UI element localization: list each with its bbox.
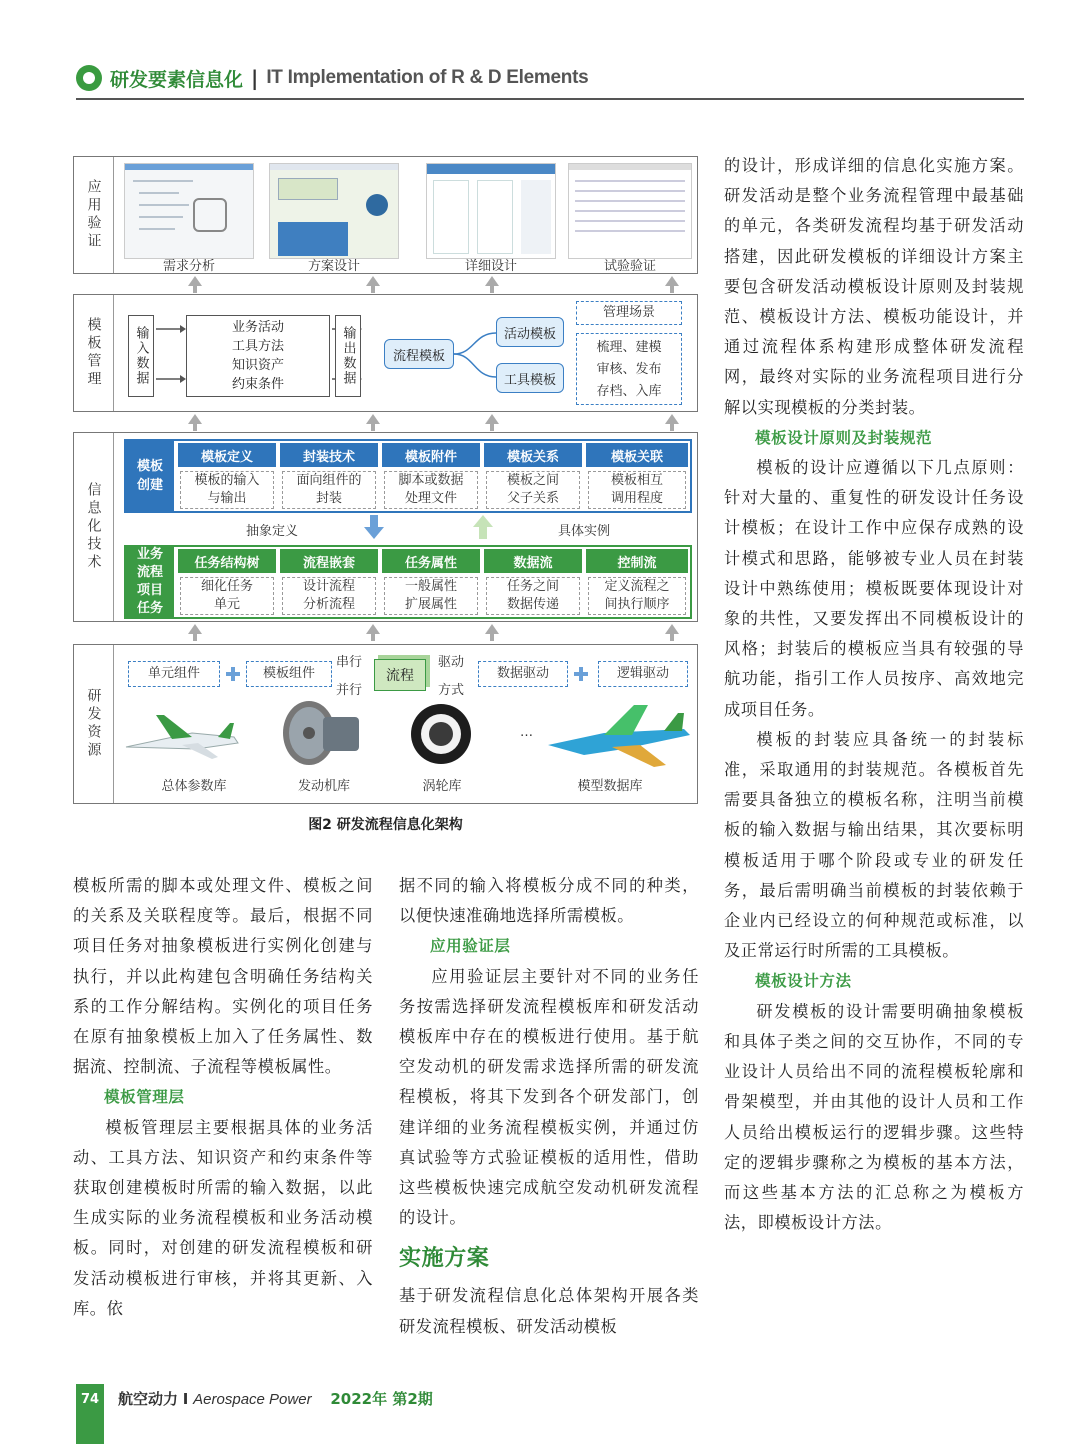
app-item-detail: 详细设计 <box>464 259 517 274</box>
screenshot-requirement <box>124 163 254 259</box>
cell-line: 细化任务 <box>200 579 253 594</box>
drive-label: 驱动 <box>438 655 465 670</box>
cell-line: 封装 <box>315 491 342 506</box>
create-head: 模板附件 <box>382 443 480 467</box>
ellipsis: … <box>520 725 533 740</box>
cell-line: 设计流程 <box>302 579 355 594</box>
screenshot-detail <box>426 163 556 259</box>
layer-label-template: 模板管理 <box>74 295 114 411</box>
plus-icon <box>574 667 588 681</box>
architecture-figure <box>73 156 698 804</box>
app-item-test: 试验验证 <box>603 259 656 274</box>
task-head: 数据流 <box>484 549 582 573</box>
paragraph: 据不同的输入将模板分成不同的种类，以便快速准确地选择所需模板。 <box>399 876 699 926</box>
text-column-3 <box>724 151 1024 1238</box>
aircraft-icon <box>122 703 242 763</box>
arrow-up-icon <box>188 624 202 634</box>
lib-overall: 总体参数库 <box>161 779 227 794</box>
cell-line: 模板的输入 <box>194 473 260 488</box>
task-cell <box>282 577 376 615</box>
page-footer <box>76 1384 676 1444</box>
paragraph: 模板管理层主要根据具体的业务活动、工具方法、知识资产和约束条件等获取创建模板时所需的输入数据，以此生成实际的业务流程模板和业务活动模板。同时，对创建的研发流程模板和研发活动模板进行审核，并将其更新、入库。依 <box>73 1117 373 1318</box>
tool-template-box: 工具模板 <box>496 363 564 393</box>
paragraph: 研发模板的设计需要明确抽象模板和具体子类之间的交互协作，不同的专业设计人员给出不同的流程模板轮廓和骨架模型，并由其他的设计人员和工作人员给出模板运行的逻辑步骤。这些特定的逻辑步骤称之为模板的基本方法，而这些基本方法的汇总称之为模板方法，即模板设计方法。 <box>724 1001 1024 1233</box>
lib-model: 模型数据库 <box>577 779 643 794</box>
paragraph: 模板所需的脚本或处理文件、模板之间的关系及关联程度等。最后，根据不同项目任务对抽象模板进行实例化创建与执行，并以此构建包含明确任务结构关系的工作分解结构。实例化的项目任务在原有抽象模板上加入了任务属性、数据流、控制流、子流程等模板属性。 <box>73 876 373 1077</box>
arrow-up-icon <box>188 276 202 286</box>
unit-component-box: 单元组件 <box>128 661 220 687</box>
footer-journal <box>118 1388 433 1409</box>
section-heading-implementation: 实施方案 <box>399 1246 490 1272</box>
layer-label-app: 应用验证 <box>74 157 114 273</box>
arrow-up-icon <box>485 414 499 424</box>
arrow-up-icon <box>665 414 679 424</box>
journal-name-cn: 航空动力 <box>118 1390 179 1408</box>
subheading-app-validation: 应用验证层 <box>430 937 511 956</box>
screenshot-scheme <box>269 163 399 259</box>
create-cell <box>588 471 686 509</box>
task-head: 流程嵌套 <box>280 549 378 573</box>
arrow-up-icon <box>366 414 380 424</box>
arrow-up-icon <box>366 276 380 286</box>
scene-text-item: 审核、发布 <box>596 362 662 377</box>
cell-line: 单元 <box>213 597 240 612</box>
center-item: 约束条件 <box>231 377 284 392</box>
cell-line: 与输出 <box>207 491 247 506</box>
plus-icon <box>226 667 240 681</box>
journal-name-en: Aerospace Power <box>193 1391 312 1408</box>
header-rule <box>76 98 1024 100</box>
data-drive-box: 数据驱动 <box>478 661 568 687</box>
activity-template-box: 活动模板 <box>496 317 564 347</box>
cell-line: 数据传递 <box>506 597 559 612</box>
create-head: 模板关系 <box>484 443 582 467</box>
subheading-design-method: 模板设计方法 <box>755 972 852 991</box>
template-component-box: 模板组件 <box>246 661 332 687</box>
paragraph: 模板的封装应具备统一的封装标准，采取通用的封装规范。各模板首先需要具备独立的模板名称，注明当前模板的输入数据与输出结果，其次要标明模板适用于哪个阶段或专业的研发任务，最后需明确当前模板的封装依赖于企业内已经设立的何种规范或标准，以及正常运行时所需的工具模板。 <box>724 729 1024 961</box>
flow-branch-lines <box>454 315 498 395</box>
center-item: 知识资产 <box>231 358 284 373</box>
layer-app-validation <box>73 156 698 274</box>
cell-line: 父子关系 <box>506 491 559 506</box>
header-title-cn: 研发要素信息化 <box>110 68 244 91</box>
task-cell <box>486 577 580 615</box>
input-data-box: 输入数据 <box>128 315 154 397</box>
arrow-up-green-icon <box>473 513 493 541</box>
cell-line: 间执行顺序 <box>604 597 670 612</box>
task-head: 控制流 <box>586 549 688 573</box>
cell-line: 定义流程之 <box>604 579 670 594</box>
arrow-up-icon <box>188 414 202 424</box>
logic-drive-box: 逻辑驱动 <box>598 661 688 687</box>
scene-text-box <box>576 333 682 405</box>
lib-engine: 发动机库 <box>297 779 350 794</box>
template-create-label <box>126 441 174 511</box>
text-column-1 <box>73 871 373 1324</box>
arrow-up-icon <box>665 276 679 286</box>
arrow-up-icon <box>485 624 499 634</box>
task-cell <box>180 577 274 615</box>
header-title-en: IT Implementation of R & D Elements <box>266 67 589 88</box>
journal-issue: 2022年 第2期 <box>330 1390 433 1408</box>
create-cell <box>180 471 274 509</box>
serial-label: 串行 <box>336 655 363 670</box>
input-arrows <box>154 317 186 397</box>
subheading-template-management: 模板管理层 <box>104 1088 185 1107</box>
parallel-label: 并行 <box>336 683 363 698</box>
template-create-text: 模板创建 <box>136 459 163 493</box>
concrete-instance-label: 具体实例 <box>558 524 611 539</box>
cell-line: 处理文件 <box>404 491 457 506</box>
header-separator: | <box>251 66 259 90</box>
create-head: 模板关联 <box>586 443 688 467</box>
task-cell <box>384 577 478 615</box>
page-number: 74 <box>76 1384 104 1444</box>
cell-line: 任务之间 <box>506 579 559 594</box>
paragraph: 模板的设计应遵循以下几点原则：针对大量的、重复性的研发设计任务设计模板；在设计工作中应保存成熟的设计模式和思路，能够被专业人员在封装设计中熟练使用；模板既要体现设计对象的共性，又要发挥出不同模板设计的风格；封装后的模板应当具有较强的导航功能，指引工作人员按序、高效地完成项目任务。 <box>724 458 1024 719</box>
app-item-requirement: 需求分析 <box>162 259 215 274</box>
flow-cube: 流程 <box>374 659 426 691</box>
cell-line: 模板之间 <box>506 473 559 488</box>
cell-line: 模板相互 <box>610 473 663 488</box>
figure-caption: 图2 研发流程信息化架构 <box>308 817 463 833</box>
task-label-text: 业务流程项目任务 <box>136 547 163 616</box>
output-data-box: 输出数据 <box>335 315 361 397</box>
task-label <box>126 547 174 617</box>
create-head: 模板定义 <box>178 443 276 467</box>
task-head: 任务结构树 <box>178 549 276 573</box>
journal-logo-icon <box>76 65 102 91</box>
lib-turbine: 涡轮库 <box>422 779 462 794</box>
template-center-box <box>186 315 330 397</box>
cell-line: 一般属性 <box>404 579 457 594</box>
engine-icon <box>279 697 369 769</box>
layer-info-tech <box>73 432 698 622</box>
create-cell <box>486 471 580 509</box>
scene-text-item: 梳理、建模 <box>596 340 662 355</box>
cell-line: 面向组件的 <box>296 473 362 488</box>
journal-sep: I <box>182 1390 189 1408</box>
mode-label: 方式 <box>438 683 465 698</box>
center-item: 业务活动 <box>231 320 284 335</box>
create-cell <box>282 471 376 509</box>
center-item: 工具方法 <box>231 339 284 354</box>
text-column-2 <box>399 871 699 1342</box>
running-header <box>76 60 1024 96</box>
paragraph: 应用验证层主要针对不同的业务任务按需选择研发流程模板库和研发活动模板库中存在的模板进行使用。基于航空发动机的研发需求选择所需的研发流程模板，将其下发到各个研发部门，创建详细的业务流程模板实例，并通过仿真试验等方式验证模板的适用性，借助这些模板快速完成航空发动机研发流程的设计。 <box>399 966 699 1228</box>
task-cell <box>588 577 686 615</box>
subheading-design-principle: 模板设计原则及封装规范 <box>755 428 933 447</box>
screenshot-test <box>568 163 692 259</box>
cell-line: 分析流程 <box>302 597 355 612</box>
arrow-down-icon <box>364 513 384 541</box>
paragraph: 基于研发流程信息化总体架构开展各类研发流程模板、研发活动模板 <box>399 1286 699 1336</box>
app-item-scheme: 方案设计 <box>307 259 360 274</box>
layer-label-info: 信息化技术 <box>74 433 114 621</box>
layer-template-management <box>73 294 698 412</box>
scene-text-item: 存档、入库 <box>596 384 662 399</box>
create-head: 封装技术 <box>280 443 378 467</box>
abstract-definition-label: 抽象定义 <box>246 524 299 539</box>
scene-title-box: 管理场景 <box>576 301 682 325</box>
layer-label-resource: 研发资源 <box>74 645 114 803</box>
arrow-up-icon <box>665 624 679 634</box>
layer-resources <box>73 644 698 804</box>
create-cell <box>384 471 478 509</box>
jet-model-icon <box>544 699 694 771</box>
task-head: 任务属性 <box>382 549 480 573</box>
cell-line: 调用程度 <box>610 491 663 506</box>
turbine-icon <box>406 703 476 765</box>
arrow-up-icon <box>485 276 499 286</box>
flow-template-box: 流程模板 <box>384 339 454 369</box>
arrow-up-icon <box>366 624 380 634</box>
paragraph: 的设计，形成详细的信息化实施方案。研发活动是整个业务流程管理中最基础的单元，各类研发流程均基于研发活动搭建，因此研发模板的详细设计方案主要包含研发活动模板设计原则及封装规范、模板设计方法、模板功能设计，并通过流程体系构建形成整体研发流程网，最终对实际的业务流程项目进行分解以实现模板的分类封装。 <box>724 156 1024 417</box>
cell-line: 脚本或数据 <box>398 473 464 488</box>
cell-line: 扩展属性 <box>404 597 457 612</box>
